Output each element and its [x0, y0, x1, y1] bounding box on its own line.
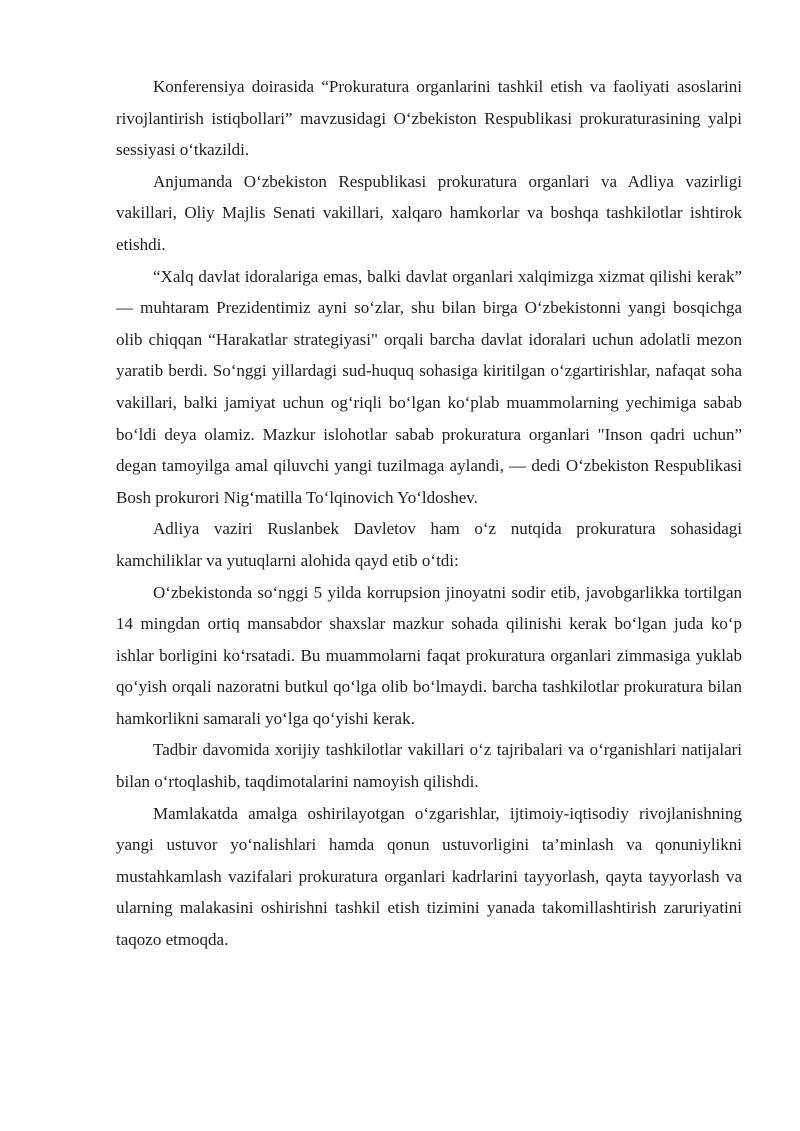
paragraph-corruption-statistics: O‘zbekistonda so‘nggi 5 yilda korrupsion jinoyatni sodir etib, javobgarlikka tortilgan 14 mingdan ortiq mansabdor shaxslar mazkur sohada qilinishi kerak bo‘lgan juda ko‘p ishlar borligini ko‘rsatadi. Bu muammolarni faqat prokuratura organlari zimmasiga yuklab qo‘yish orqali nazoratni butkul qo‘lga olib bo‘lmaydi. barcha tashkilotlar prokuratura bilan hamkorlikni samarali yo‘lga qo‘yishi kerak. [116, 582, 742, 728]
document-body [116, 71, 742, 956]
paragraph-personnel-training: Mamlakatda amalga oshirilayotgan o‘zgarishlar, ijtimoiy-iqtisodiy rivojlanishning yangi ustuvor yo‘nalishlari hamda qonun ustuvorligini ta’minlash va qonuniylikni mustahkamlash vazifalari prokuratura organlari kadrlarini tayyorlash, qayta tayyorlash va ularning malakasini oshirishni tashkil etish tizimini yanada takomillashtirish zaruriyatini taqozo etmoqda. [116, 803, 742, 950]
paragraph-justice-minister: Adliya vaziri Ruslanbek Davletov ham o‘z nutqida prokuratura sohasidagi kamchiliklar va yutuqlarni alohida qayd etib o‘tdi: [116, 519, 742, 570]
paragraph-foreign-organizations: Tadbir davomida xorijiy tashkilotlar vakillari o‘z tajribalari va o‘rganishlari natijalari bilan o‘rtoqlashib, taqdimotalarini namoyish qilishdi. [116, 740, 742, 792]
paragraph-conference: Konferensiya doirasida “Prokuratura organlarini tashkil etish va faoliyati asoslarini rivojlantirish istiqbollari” mavzusidagi O‘zbekiston Respublikasi prokuraturasining yalpi sessiyasi o‘tkazildi. [116, 77, 742, 160]
paragraph-participants: Anjumanda O‘zbekiston Respublikasi prokuratura organlari va Adliya vazirligi vakillari, Oliy Majlis Senati vakillari, xalqaro hamkorlar va boshqa tashkilotlar ishtirok etishdi. [116, 171, 742, 254]
paragraph-prosecutor-general-quote: “Xalq davlat idoralariga emas, balki davlat organlari xalqimizga xizmat qilishi kerak” — muhtaram Prezidentimiz ayni so‘zlar, shu bilan birga O‘zbekistonni yangi bosqichga olib chiqqan “Harakatlar strategiyasi" orqali barcha davlat idoralari uchun adolatli mezon yaratib berdi. So‘nggi yillardagi sud-huquq sohasiga kiritilgan o‘zgartirishlar, nafaqat soha vakillari, balki jamiyat uchun og‘riqli bo‘lgan ko‘plab muammolarning yechimiga sabab bo‘ldi deya olamiz. Mazkur islohotlar sabab prokuratura organlari "Inson qadri uchun” degan tamoyilga amal qiluvchi yangi tuzilmaga aylandi, — dedi O‘zbekiston Respublikasi Bosh prokurori Nig‘matilla To‘lqinovich Yo‘ldoshev. [116, 266, 742, 507]
